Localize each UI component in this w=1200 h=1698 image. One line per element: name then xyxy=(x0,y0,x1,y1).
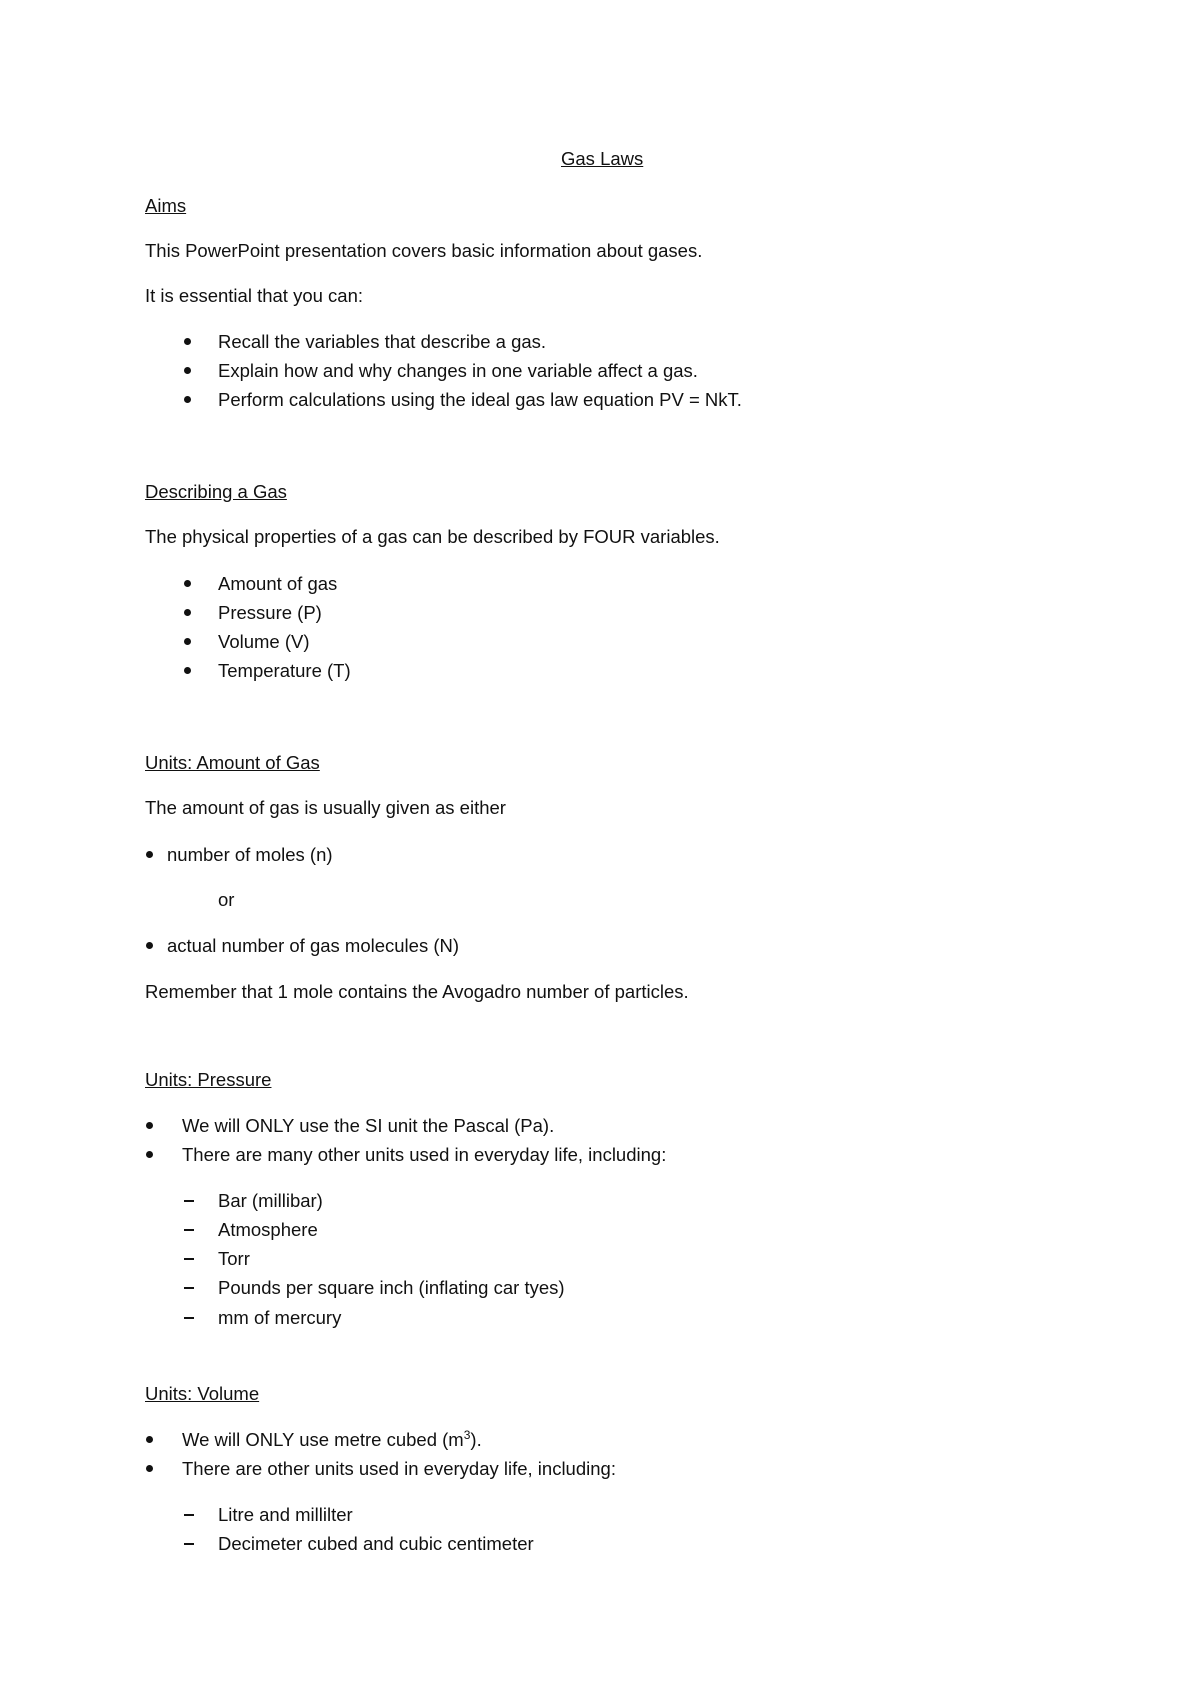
dash-icon xyxy=(184,1258,194,1260)
volume-item-text: We will ONLY use metre cubed (m xyxy=(182,1429,464,1450)
pressure-subitem: Pounds per square inch (inflating car tyes) xyxy=(218,1277,565,1298)
volume-item-superscript: 3 xyxy=(463,1427,471,1442)
aims-heading: Aims xyxy=(145,195,187,216)
dash-icon xyxy=(184,1317,194,1319)
bullet-icon xyxy=(146,1122,153,1129)
amount-note: Remember that 1 mole contains the Avogadro number of particles. xyxy=(145,981,689,1002)
bullet-icon xyxy=(184,338,191,345)
describing-intro: The physical properties of a gas can be described by FOUR variables. xyxy=(145,526,720,547)
pressure-item: We will ONLY use the SI unit the Pascal (Pa). xyxy=(182,1115,555,1136)
aims-item: Explain how and why changes in one variable affect a gas. xyxy=(218,360,698,381)
dash-icon xyxy=(184,1287,194,1289)
bullet-icon xyxy=(184,580,191,587)
dash-icon xyxy=(184,1229,194,1231)
aims-item: Recall the variables that describe a gas. xyxy=(218,331,547,352)
dash-icon xyxy=(184,1543,194,1545)
bullet-icon xyxy=(184,667,191,674)
document-title: Gas Laws xyxy=(561,148,644,169)
volume-item: There are other units used in everyday life, including: xyxy=(182,1458,616,1479)
describing-item: Volume (V) xyxy=(218,631,310,652)
pressure-subitem: Torr xyxy=(218,1248,250,1269)
pressure-heading: Units: Pressure xyxy=(145,1069,272,1090)
pressure-item: There are many other units used in everyday life, including: xyxy=(182,1144,667,1165)
bullet-icon xyxy=(146,851,153,858)
describing-item: Temperature (T) xyxy=(218,660,351,681)
dash-icon xyxy=(184,1514,194,1516)
volume-item-text-end: ). xyxy=(470,1429,482,1450)
amount-item: number of moles (n) xyxy=(167,844,333,865)
amount-intro: The amount of gas is usually given as either xyxy=(145,797,506,818)
pressure-subitem: Atmosphere xyxy=(218,1219,318,1240)
volume-item xyxy=(182,1429,482,1451)
bullet-icon xyxy=(184,396,191,403)
describing-heading: Describing a Gas xyxy=(145,481,287,502)
describing-item: Amount of gas xyxy=(218,573,338,594)
bullet-icon xyxy=(184,638,191,645)
bullet-icon xyxy=(146,1151,153,1158)
amount-item: actual number of gas molecules (N) xyxy=(167,935,460,956)
aims-item: Perform calculations using the ideal gas law equation PV = NkT. xyxy=(218,389,742,410)
amount-heading: Units: Amount of Gas xyxy=(145,752,320,773)
describing-item: Pressure (P) xyxy=(218,602,322,623)
bullet-icon xyxy=(184,609,191,616)
bullet-icon xyxy=(146,1465,153,1472)
bullet-icon xyxy=(146,942,153,949)
volume-subitem: Decimeter cubed and cubic centimeter xyxy=(218,1533,534,1554)
aims-intro: This PowerPoint presentation covers basic information about gases. xyxy=(145,240,703,261)
amount-or: or xyxy=(218,889,235,910)
bullet-icon xyxy=(146,1436,153,1443)
bullet-icon xyxy=(184,367,191,374)
pressure-subitem: Bar (millibar) xyxy=(218,1190,323,1211)
aims-lead: It is essential that you can: xyxy=(145,285,364,306)
dash-icon xyxy=(184,1200,194,1202)
pressure-subitem: mm of mercury xyxy=(218,1307,342,1328)
volume-heading: Units: Volume xyxy=(145,1383,260,1404)
volume-subitem: Litre and millilter xyxy=(218,1504,353,1525)
